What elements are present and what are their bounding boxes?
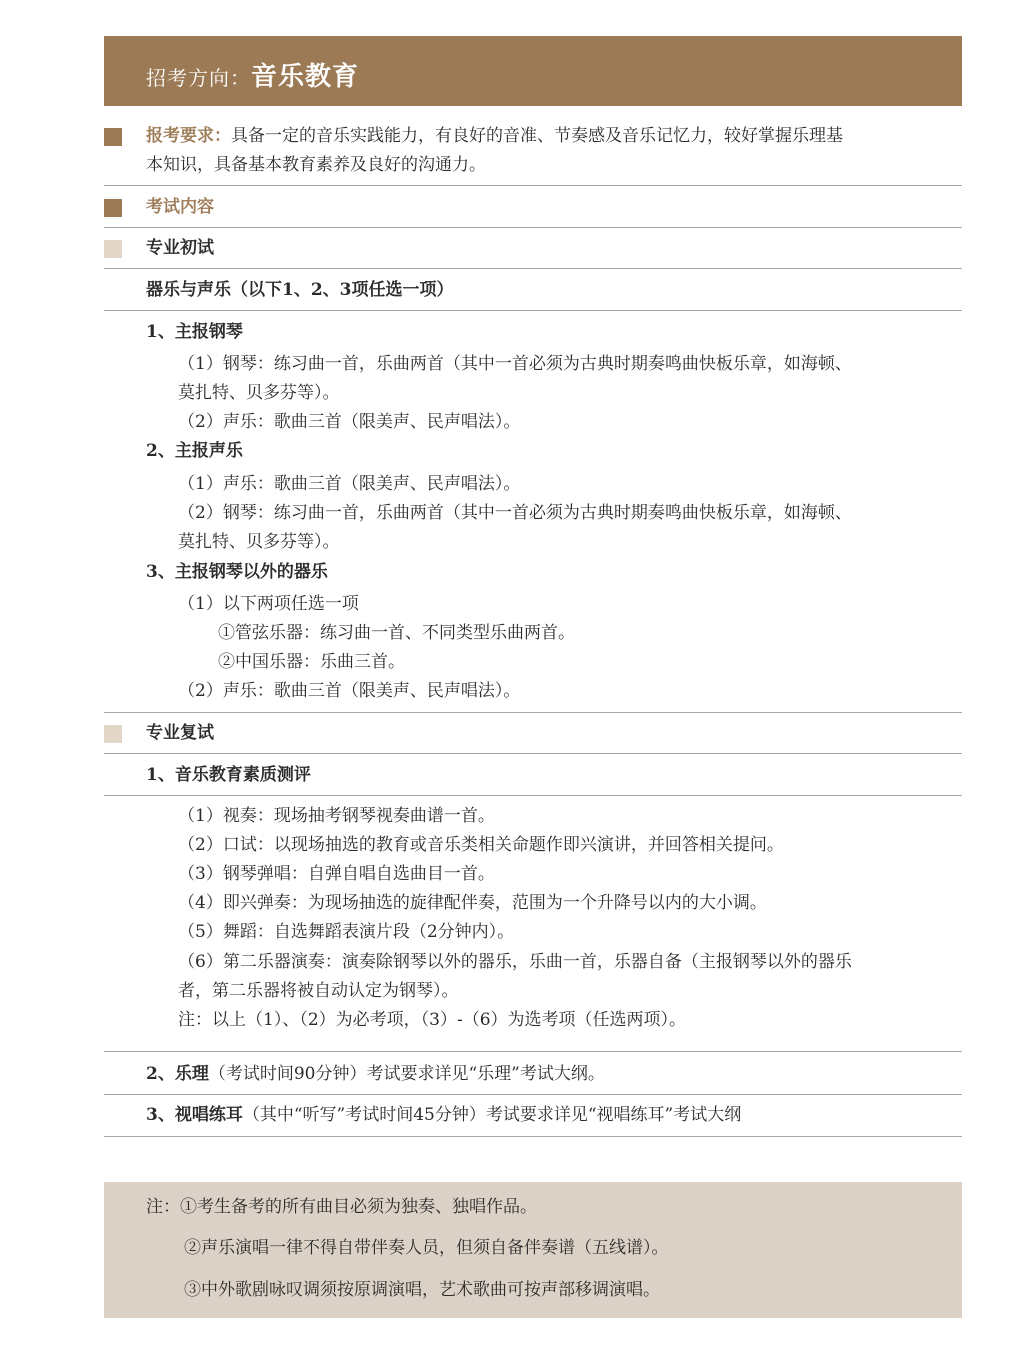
divider (104, 1051, 962, 1052)
quality-item: （3）钢琴弹唱：自弹自唱自选曲目一首。 (178, 864, 495, 884)
requirement-line-1 (146, 122, 843, 151)
retest-heading: 专业复试 (146, 723, 214, 743)
divider (104, 712, 962, 713)
note-line-3: ③中外歌剧咏叹调须按原调演唱，艺术歌曲可按声部移调演唱。 (184, 1280, 660, 1300)
quality-item: （1）视奏：现场抽考钢琴视奏曲谱一首。 (178, 806, 495, 826)
other-instrument-item-1: （1）以下两项任选一项 (178, 594, 359, 614)
theory-detail: （考试时间90分钟）考试要求详见“乐理”考试大纲。 (208, 1064, 605, 1084)
vocal-major-item-2-cont: 莫扎特、贝多芬等）。 (178, 532, 340, 552)
exam-content-heading: 考试内容 (146, 197, 214, 217)
divider (104, 1136, 962, 1137)
quality-item: （5）舞蹈：自选舞蹈表演片段（2分钟内）。 (178, 922, 515, 942)
subsection-marker-icon (104, 240, 122, 258)
divider (104, 268, 962, 269)
title-value: 音乐教育 (251, 62, 360, 92)
quality-note: 注：以上（1）、（2）为必考项，（3）-（6）为选考项（任选两项）。 (178, 1010, 687, 1030)
piano-major-item-1: （1）钢琴：练习曲一首，乐曲两首（其中一首必须为古典时期奏鸣曲快板乐章，如海顿、 (178, 354, 852, 374)
piano-major-item-1-cont: 莫扎特、贝多芬等）。 (178, 383, 340, 403)
note-line-2: ②声乐演唱一律不得自带伴奏人员，但须自备伴奏谱（五线谱）。 (184, 1238, 669, 1258)
quality-title: 1、音乐教育素质测评 (146, 765, 311, 785)
vocal-major-title: 2、主报声乐 (146, 441, 243, 461)
requirement-text-1: 具备一定的音乐实践能力，有良好的音准、节奏感及音乐记忆力，较好掌握乐理基 (231, 126, 843, 146)
quality-item: （4）即兴弹奏：为现场抽选的旋律配伴奏，范围为一个升降号以内的大小调。 (178, 893, 767, 913)
quality-item: 者，第二乐器将被自动认定为钢琴）。 (178, 981, 459, 1001)
notes-box (104, 1182, 962, 1318)
page-title (146, 56, 359, 93)
title-prefix: 招考方向： (146, 66, 251, 90)
other-instrument-title: 3、主报钢琴以外的器乐 (146, 562, 328, 582)
section-marker-icon (104, 128, 122, 146)
other-instrument-item-1b: ②中国乐器：乐曲三首。 (218, 652, 405, 672)
requirement-label: 报考要求： (146, 126, 231, 146)
other-instrument-item-1a: ①管弦乐器：练习曲一首、不同类型乐曲两首。 (218, 623, 575, 643)
section-marker-icon (104, 199, 122, 217)
theory-line (146, 1060, 605, 1089)
header-band (104, 36, 962, 106)
divider (104, 753, 962, 754)
subsection-marker-icon (104, 725, 122, 743)
other-instrument-item-2: （2）声乐：歌曲三首（限美声、民声唱法）。 (178, 681, 521, 701)
quality-item: （6）第二乐器演奏：演奏除钢琴以外的器乐，乐曲一首，乐器自备（主报钢琴以外的器乐 (178, 952, 852, 972)
divider (104, 1094, 962, 1095)
preliminary-heading: 专业初试 (146, 238, 214, 258)
divider (104, 227, 962, 228)
theory-title: 2、乐理 (146, 1064, 209, 1084)
divider (104, 310, 962, 311)
quality-item: （2）口试：以现场抽选的教育或音乐类相关命题作即兴演讲，并回答相关提问。 (178, 835, 784, 855)
sight-singing-line (146, 1101, 741, 1130)
piano-major-item-2: （2）声乐：歌曲三首（限美声、民声唱法）。 (178, 412, 521, 432)
instrument-vocal-line: 器乐与声乐（以下1、2、3项任选一项） (146, 280, 454, 300)
divider (104, 795, 962, 796)
sight-singing-detail: （其中“听写”考试时间45分钟）考试要求详见“视唱练耳”考试大纲 (242, 1105, 742, 1125)
vocal-major-item-2: （2）钢琴：练习曲一首，乐曲两首（其中一首必须为古典时期奏鸣曲快板乐章，如海顿、 (178, 503, 852, 523)
divider (104, 185, 962, 186)
note-line-1: 注：①考生备考的所有曲目必须为独奏、独唱作品。 (146, 1197, 537, 1217)
sight-singing-title: 3、视唱练耳 (146, 1105, 243, 1125)
requirement-line-2: 本知识，具备基本教育素养及良好的沟通力。 (146, 155, 486, 175)
piano-major-title: 1、主报钢琴 (146, 322, 243, 342)
vocal-major-item-1: （1）声乐：歌曲三首（限美声、民声唱法）。 (178, 474, 521, 494)
